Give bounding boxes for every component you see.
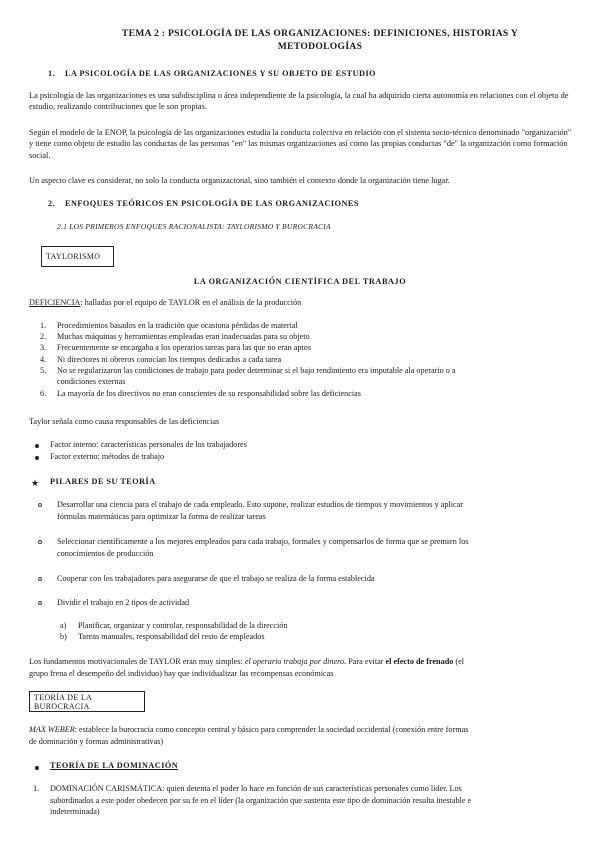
pilar-item-line: fórmulas matemáticas para optimizar la forma de realizar tareas [57, 512, 266, 521]
list-item: La mayoría de los directivos no eran conscientes de su responsabilidad sobre las deficiencias [57, 389, 361, 398]
pilares-heading: PILARES DE SU TEORÍA [50, 477, 156, 486]
cause-item: Factor interno: características personales de los trabajadores [50, 440, 247, 449]
dominacion-heading [50, 761, 178, 770]
list-item-number: 6. [40, 389, 47, 398]
efecto-frenado-bold: el efecto de frenado [385, 657, 454, 666]
bullet-ring-icon [38, 601, 42, 605]
document-title [60, 27, 580, 53]
bullet-icon [35, 444, 39, 448]
bullet-ring-icon [38, 540, 42, 544]
pilar-item-line: Cooperar con los trabajadores para asegurarse de que el trabajo se realiza de la forma establecida [57, 574, 375, 583]
list-item-number: 2. [40, 332, 47, 341]
taylorismo-box-label: TAYLORISMO [46, 252, 101, 261]
list-item: Muchas máquinas y herramientas empleadas eran inadecuadas para su objeto [57, 332, 310, 341]
fundamentos-text: Los fundamentos motivacionales de TAYLOR eran muy simples: [29, 657, 245, 666]
list-item-number: 4. [40, 355, 47, 364]
dominacion-heading-text: TEORÍA DE LA DOMINACIÓN [50, 761, 179, 770]
deficiencia-label: DEFICIENCIA [29, 298, 81, 307]
dominacion-item-number: 1. [33, 784, 40, 793]
activity-item: Tareas manuales, responsabilidad del resto de empleados [78, 632, 265, 641]
deficiencia-line [29, 297, 301, 308]
bullet-icon [35, 456, 39, 460]
dominacion-item-line: DOMINACIÓN CARISMÁTICA: quien detenta el poder lo hace en función de sus características personales como líder. Los [50, 784, 462, 793]
list-item-number: 1. [40, 321, 47, 330]
list-item: Frecuentemente se encargaba a los operarios tareas para las que no eran aptos [57, 343, 312, 352]
list-item: Ni directores ni obreros conocían los tiempos dedicados a cada tarea [57, 355, 282, 364]
deficiencia-text: : halladas por el equipo de TAYLOR en el análisis de la producción [80, 298, 302, 307]
dominacion-item-line: subordinados a este poder obedecen por su fe en el líder (la organización que sustenta este tipo de dominación resulta inestable e [50, 796, 472, 805]
pilar-item-line: Dividir el trabajo en 2 tipos de actividad [57, 598, 190, 607]
causes-intro: Taylor señala como causa responsables de las deficiencias [29, 417, 220, 426]
burocracia-box-label: TEORÍA DE LA BUROCRACIA [34, 692, 92, 711]
pilar-item-line: conocimientos de producción [57, 549, 154, 558]
activity-letter: a) [60, 621, 67, 630]
pilar-item-line: Seleccionar científicamente a los mejores empleados para cada trabajo, formales y compensarlos de forma que se premien los [57, 537, 469, 546]
bullet-icon [35, 766, 39, 770]
title-line-2: METODOLOGÍAS [277, 41, 363, 52]
list-item-number: 5. [40, 366, 47, 375]
list-item-continuation: condiciones externas [57, 377, 126, 386]
dominacion-item-line: indeterminada) [50, 807, 100, 816]
activity-letter: b) [60, 632, 67, 641]
weber-line-2: de dominación y formas administrativas) [29, 737, 164, 746]
fundamentos-text: (el [453, 657, 465, 666]
fundamentos-text: . Para evitar [344, 657, 386, 666]
fundamentos-italic: el operario trabaja por dinero [244, 657, 345, 666]
weber-line-1 [29, 724, 589, 735]
section-1-number: 1. [48, 69, 56, 78]
section-1-paragraph-3: Un aspecto clave es considerar, no solo la conducta organizacional, sino también el contexto donde la organización tiene lugar. [29, 176, 450, 185]
weber-name: MAX WEBER [29, 725, 75, 734]
section-2-heading: ENFOQUES TEÓRICOS EN PSICOLOGÍA DE LAS ORGANIZACIONES [65, 199, 359, 208]
title-line-1: TEMA 2 : PSICOLOGÍA DE LAS ORGANIZACIONES: DEFINICIONES, HISTORIAS Y [121, 28, 519, 39]
list-item-number: 3. [40, 343, 47, 352]
taylorismo-heading: LA ORGANIZACIÓN CIENTÍFICA DEL TRABAJO [193, 277, 407, 286]
fundamentos-line-1 [29, 656, 589, 667]
subsection-2-1-heading: 2.1 LOS PRIMEROS ENFOQUES RACIONALISTA: TAYLORISMO Y BUROCRACIA [57, 222, 331, 231]
burocracia-box [29, 691, 145, 712]
section-2-number: 2. [48, 199, 56, 208]
section-1-paragraph-1: La psicología de las organizaciones es una subdisciplina o área independiente de la psicología, la cual ha adquirido cierta autonomía en relaciones con el objeto de estudio, realizando contribuciones que le son propias. [29, 91, 569, 112]
list-item: Procedimientos basados en la tradición que ocasiona pérdidas de material [57, 321, 298, 330]
activity-item: Planificar, organizar y controlar, responsabilidad de la dirección [78, 621, 288, 630]
section-1-heading: LA PSICOLOGÍA DE LAS ORGANIZACIONES Y SU OBJETO DE ESTUDIO [65, 69, 377, 78]
weber-text: : establece la burocracia como concepto central y básico para comprender la sociedad occidental (conexión entre formas [74, 725, 469, 734]
list-item: No se regularizaron las condiciones de trabajo para poder determinar si el bajo rendimiento era imputable ala operario o a [57, 366, 456, 375]
bullet-ring-icon [38, 577, 42, 581]
bullet-ring-icon [38, 503, 42, 507]
pilar-item-line: Desarrollar una ciencia para el trabajo de cada empleado. Esto supone, realizar estudios de tiempos y movimientos y aplicar [57, 500, 464, 509]
section-1-paragraph-2: Según el modelo de la ENOP, la psicología de las organizaciones estudia la conducta colectiva en relación con el sistema socio-técnico denominado "organización" y tiene como objeto de estudio las conductas de las personas "en" las mismas organizaciones así como las propias conductas "de" la organización como formación social. [29, 128, 572, 160]
star-icon: ★ [31, 478, 40, 488]
taylorismo-box [41, 246, 114, 267]
cause-item: Factor externo: métodos de trabajo [50, 452, 165, 461]
fundamentos-line-2: grupo frena el desempeño del individuo) hay que individualizar las recompensas económicas [29, 669, 334, 678]
